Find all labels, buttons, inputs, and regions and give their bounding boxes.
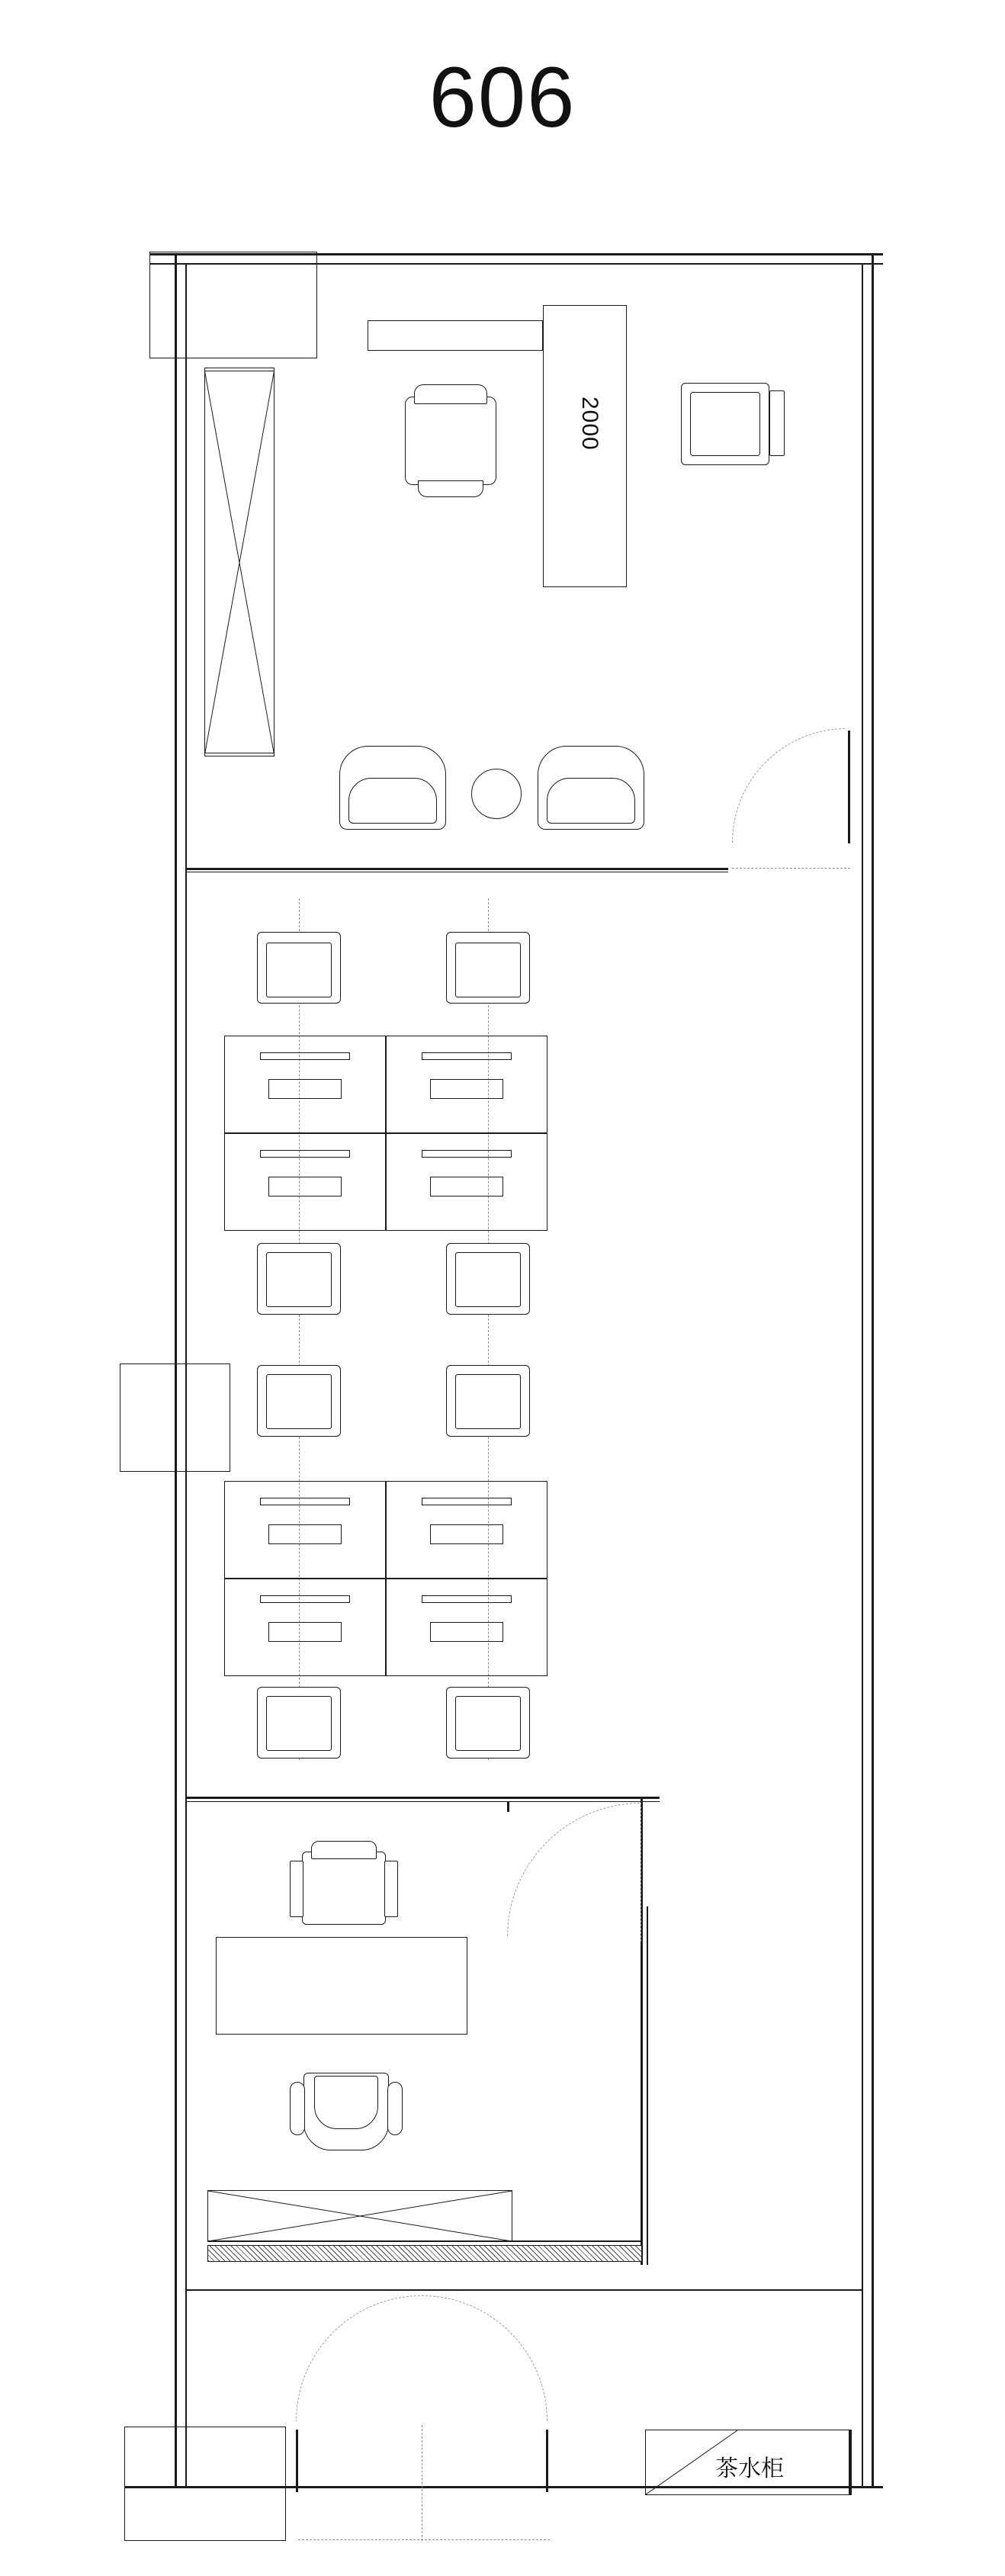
workstation-monitor-a2 [422, 1052, 512, 1060]
partition-exec-open [187, 868, 728, 870]
executive-credenza [368, 320, 543, 351]
workstation-monitor-b3 [260, 1595, 350, 1603]
visitor-chair-seat [690, 392, 760, 456]
workstation-keyboard-b1 [268, 1524, 342, 1544]
lobby-separator [187, 2289, 862, 2291]
meeting-chair-bottom-arm-right [387, 2082, 403, 2135]
workstation-keyboard-a3 [268, 1177, 342, 1196]
visitor-chair-arm-right [769, 390, 785, 456]
wall-right-lower-return [849, 2430, 852, 2495]
workstation-monitor-b1 [260, 1498, 350, 1505]
window-sill-line [207, 2240, 642, 2242]
window-sill-hatch [207, 2245, 642, 2262]
task-chair-b2-seat [455, 1374, 521, 1429]
meeting-chair-top-back [302, 1852, 386, 1925]
meeting-chair-bottom-seat [314, 2076, 378, 2129]
task-chair-b1-seat [266, 1374, 332, 1429]
door-threshold-top-right [732, 868, 850, 869]
task-chair-a3-seat [266, 1252, 332, 1307]
tea-cabinet-label: 茶水柜 [715, 2456, 784, 2481]
executive-chair-base [418, 480, 483, 497]
workstation-monitor-a4 [422, 1150, 512, 1158]
workstation-monitor-b2 [422, 1498, 512, 1505]
partition-open-meeting [187, 1797, 660, 1799]
door-leaf-top-right [848, 731, 850, 843]
task-chair-a4-seat [455, 1252, 521, 1307]
workstation-keyboard-a1 [268, 1079, 342, 1099]
meeting-chair-top-arm-right [384, 1861, 398, 1917]
partition-open-meeting-2 [187, 1801, 660, 1802]
storage-cabinet-left [120, 1363, 230, 1472]
meeting-chair-top-seat [311, 1841, 377, 1859]
task-chair-b3-seat [266, 1696, 332, 1751]
lounge-chair-left-cushion [348, 778, 437, 824]
round-side-table [471, 769, 522, 819]
entry-door-leaf-right [546, 2430, 548, 2492]
meeting-credenza-cross-icon [208, 2191, 512, 2241]
executive-chair-seat [414, 384, 487, 404]
meeting-chair-bottom-arm-left [290, 2082, 305, 2135]
wall-right-outer [872, 253, 874, 2488]
lounge-chair-right-cushion [547, 778, 635, 824]
task-chair-b4-seat [455, 1696, 521, 1751]
workstation-monitor-a1 [260, 1052, 350, 1060]
wall-right-inner [862, 263, 863, 2488]
task-chair-a1-seat [266, 943, 332, 997]
desk-dimension-label: 2000 [577, 397, 602, 451]
page-title: 606 [429, 50, 576, 145]
workstation-monitor-b4 [422, 1595, 512, 1603]
workstation-monitor-a3 [260, 1150, 350, 1158]
service-shaft-top-left [149, 252, 317, 358]
partition-meeting-right-2 [647, 1906, 648, 2265]
window-panel-cross-icon [204, 369, 275, 756]
meeting-door-leaf [507, 1801, 509, 1812]
workstation-keyboard-b2 [430, 1524, 503, 1544]
entry-threshold-dash [298, 2539, 550, 2540]
workstation-keyboard-b4 [430, 1622, 503, 1642]
meeting-table [216, 1937, 467, 2035]
workstation-keyboard-a4 [430, 1177, 503, 1196]
task-chair-a2-seat [455, 943, 521, 997]
door-swing-arc-top-right [732, 728, 961, 957]
workstation-keyboard-b3 [268, 1622, 342, 1642]
meeting-chair-top-arm-left [290, 1861, 303, 1917]
executive-chair-back [405, 397, 496, 485]
workstation-keyboard-a2 [430, 1079, 503, 1099]
service-shaft-bottom-left [124, 2427, 286, 2541]
entry-door-leaf-left [296, 2430, 298, 2492]
